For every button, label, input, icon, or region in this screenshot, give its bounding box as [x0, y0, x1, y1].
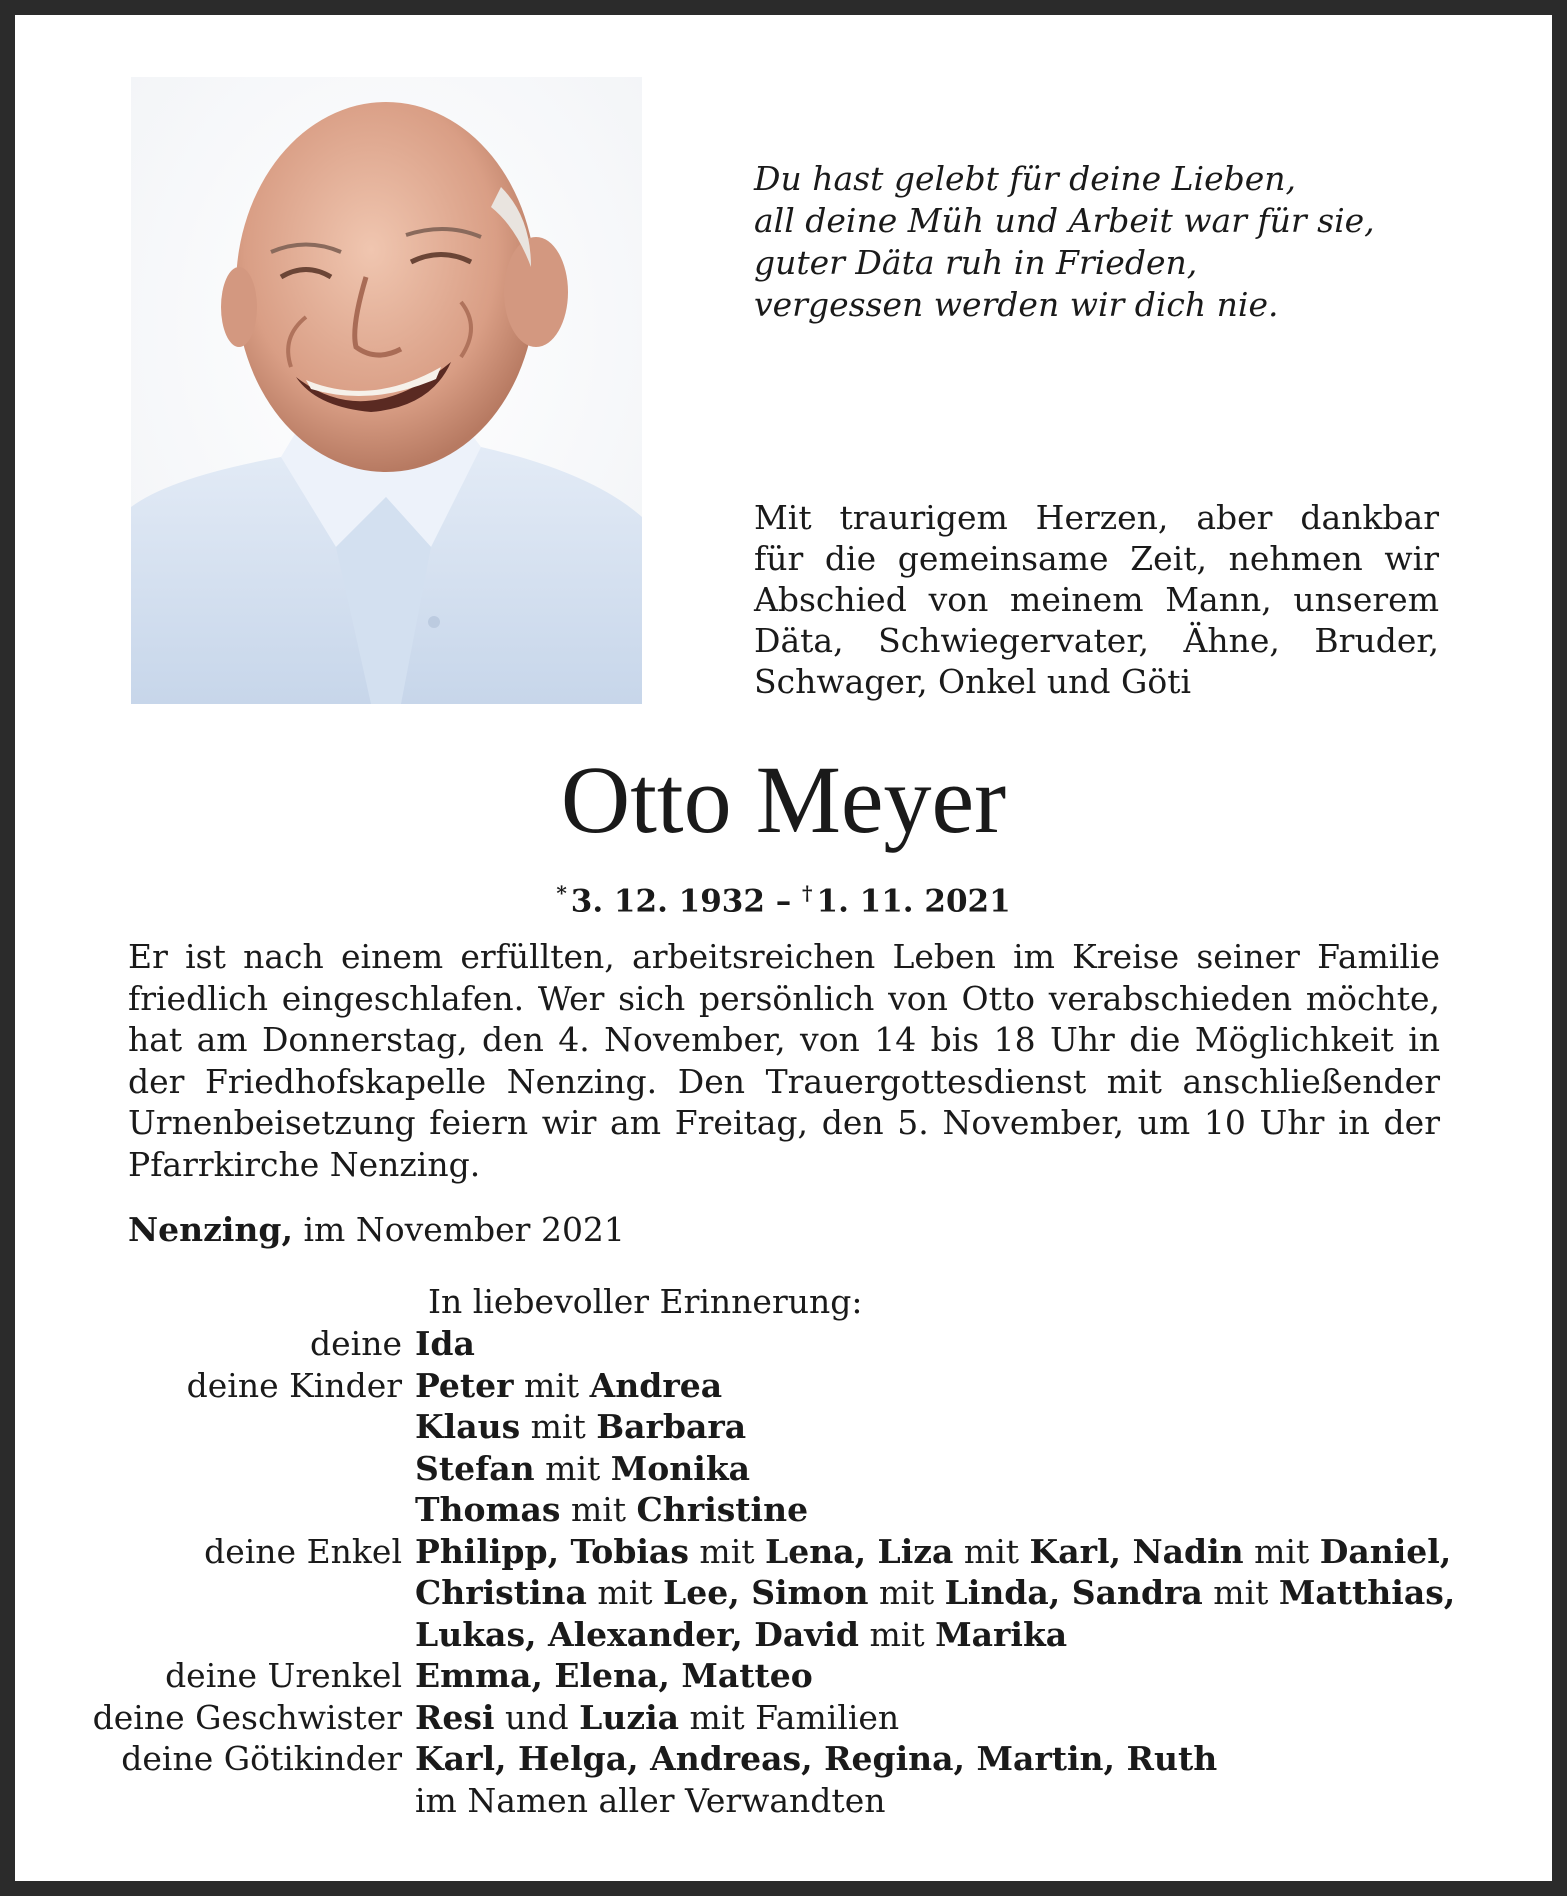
family-member-name: Marika [935, 1614, 1068, 1654]
birth-symbol: * [556, 881, 567, 905]
place-town: Nenzing, [128, 1210, 293, 1249]
family-members [415, 1406, 746, 1448]
deceased-name: Otto Meyer [560, 746, 1007, 853]
family-row [15, 1531, 1552, 1573]
family-member-name: Thomas [415, 1490, 561, 1529]
family-relation-label [15, 1406, 415, 1448]
family-row [15, 1655, 1552, 1697]
family-member-name: Peter [415, 1365, 514, 1405]
family-member-name: Lukas, Alexander, David [415, 1614, 860, 1654]
poem-line: vergessen werden wir dich nie. [754, 285, 1279, 324]
body-line: Urnenbeisetzung feiern wir am Freitag, den 5. November, um 10 Uhr in der [128, 1103, 1440, 1142]
family-relation-label [15, 1614, 415, 1656]
poem [754, 158, 1375, 326]
family-member-name: Monika [610, 1448, 751, 1488]
family-relation-label [15, 1489, 415, 1531]
family-relation-label: deine Urenkel [165, 1656, 402, 1695]
family-member-name: Klaus [415, 1407, 521, 1446]
intro-line: Schwager, Onkel und Göti [754, 662, 1192, 701]
family-row [15, 1448, 1552, 1490]
family-members [415, 1655, 813, 1697]
family-row [15, 1738, 1552, 1780]
family-members [415, 1697, 899, 1739]
portrait-photo [131, 77, 642, 704]
life-dates [15, 873, 1552, 921]
family-row [15, 1697, 1552, 1739]
family-members [415, 1323, 475, 1365]
family-connector: mit Familien [679, 1697, 900, 1737]
family-member-name: Ida [415, 1324, 475, 1363]
family-members [415, 1738, 1217, 1780]
poem-line: Du hast gelebt für deine Lieben, [754, 159, 1297, 198]
body-line: der Friedhofskapelle Nenzing. Den Trauergottesdienst mit anschließender [128, 1061, 1440, 1101]
family-relation-label [15, 1780, 415, 1822]
intro-text [754, 497, 1439, 702]
family-connector: mit [1202, 1573, 1279, 1612]
body-text [128, 936, 1440, 1185]
intro-line: Abschied von meinem Mann, unserem [754, 580, 1439, 619]
intro-line: Mit traurigem Herzen, aber dankbar [754, 498, 1439, 537]
family-member-name: Barbara [596, 1407, 747, 1446]
body-line: hat am Donnerstag, den 4. November, von 14 bis 18 Uhr die Möglichkeit in [128, 1020, 1440, 1059]
family-connector: im Namen aller Verwandten [415, 1780, 886, 1820]
intro-line: Däta, Schwiegervater, Ähne, Bruder, [754, 621, 1439, 660]
family-row [15, 1572, 1552, 1614]
family-connector: mit [513, 1365, 590, 1405]
family-row [15, 1406, 1552, 1448]
family-member-name: Christina [415, 1573, 587, 1612]
family-member-name: Emma, Elena, Matteo [415, 1656, 813, 1695]
family-connector: und [494, 1697, 580, 1737]
family-row [15, 1489, 1552, 1531]
family-relation-label: deine Kinder [186, 1365, 402, 1405]
family-members [415, 1448, 750, 1490]
family-connector: mit [688, 1531, 765, 1571]
family-relation-label: deine [310, 1324, 402, 1363]
family-relation-label [15, 1448, 415, 1490]
family-member-name: Stefan [415, 1448, 535, 1488]
body-line: friedlich eingeschlafen. Wer sich persönlich von Otto verabschieden möchte, [128, 978, 1440, 1018]
family-list [15, 1323, 1552, 1821]
death-symbol: † [802, 881, 813, 905]
family-connector: mit [953, 1531, 1030, 1571]
family-members [415, 1531, 1451, 1573]
family-member-name: Lee, Simon [663, 1573, 869, 1612]
poem-line: all deine Müh und Arbeit war für sie, [754, 201, 1375, 240]
place-date-text: im November 2021 [303, 1210, 625, 1249]
family-members [415, 1614, 1067, 1656]
family-connector: mit [560, 1490, 637, 1529]
family-member-name: Andrea [589, 1365, 723, 1405]
family-relation-label: deine Götikinder [121, 1739, 402, 1778]
family-member-name: Philipp, Tobias [415, 1531, 689, 1571]
family-connector: mit [520, 1407, 597, 1446]
family-relation-label: deine Geschwister [92, 1697, 402, 1737]
family-row [15, 1614, 1552, 1656]
intro-line: für die gemeinsame Zeit, nehmen wir [754, 539, 1439, 578]
family-connector: mit [868, 1573, 945, 1612]
family-member-name: Christine [636, 1490, 809, 1529]
family-member-name: Karl, Helga, Andreas, Regina, Martin, Ruth [415, 1739, 1218, 1778]
body-line: Er ist nach einem erfüllten, arbeitsreichen Leben im Kreise seiner Familie [128, 937, 1440, 976]
memory-heading: In liebevoller Erinnerung: [428, 1282, 863, 1321]
family-member-name: Resi [415, 1697, 495, 1737]
family-member-name: Lena, Liza [765, 1531, 954, 1571]
body-line: Pfarrkirche Nenzing. [128, 1144, 481, 1184]
family-connector: mit [534, 1448, 611, 1488]
obituary-page [15, 15, 1552, 1881]
family-relation-label [15, 1572, 415, 1614]
family-member-name: Karl, Nadin [1029, 1531, 1244, 1571]
family-row [15, 1323, 1552, 1365]
family-members [415, 1489, 808, 1531]
family-member-name: Linda, Sandra [944, 1573, 1203, 1612]
birth-date: 3. 12. 1932 – [570, 883, 792, 920]
family-connector: mit [859, 1614, 936, 1654]
family-row [15, 1780, 1552, 1822]
family-member-name: Daniel, [1319, 1531, 1452, 1571]
family-members [415, 1780, 885, 1822]
place-date [128, 1210, 625, 1250]
family-members [415, 1365, 722, 1407]
family-connector: mit [1243, 1531, 1320, 1571]
family-relation-label: deine Enkel [204, 1531, 402, 1571]
death-date: 1. 11. 2021 [816, 883, 1011, 920]
family-member-name: Matthias, [1278, 1573, 1456, 1612]
family-members [415, 1572, 1455, 1614]
family-member-name: Luzia [579, 1697, 680, 1737]
family-connector: mit [586, 1573, 664, 1612]
portrait-illustration [131, 77, 642, 704]
poem-line: guter Däta ruh in Frieden, [754, 243, 1198, 282]
family-row [15, 1365, 1552, 1407]
